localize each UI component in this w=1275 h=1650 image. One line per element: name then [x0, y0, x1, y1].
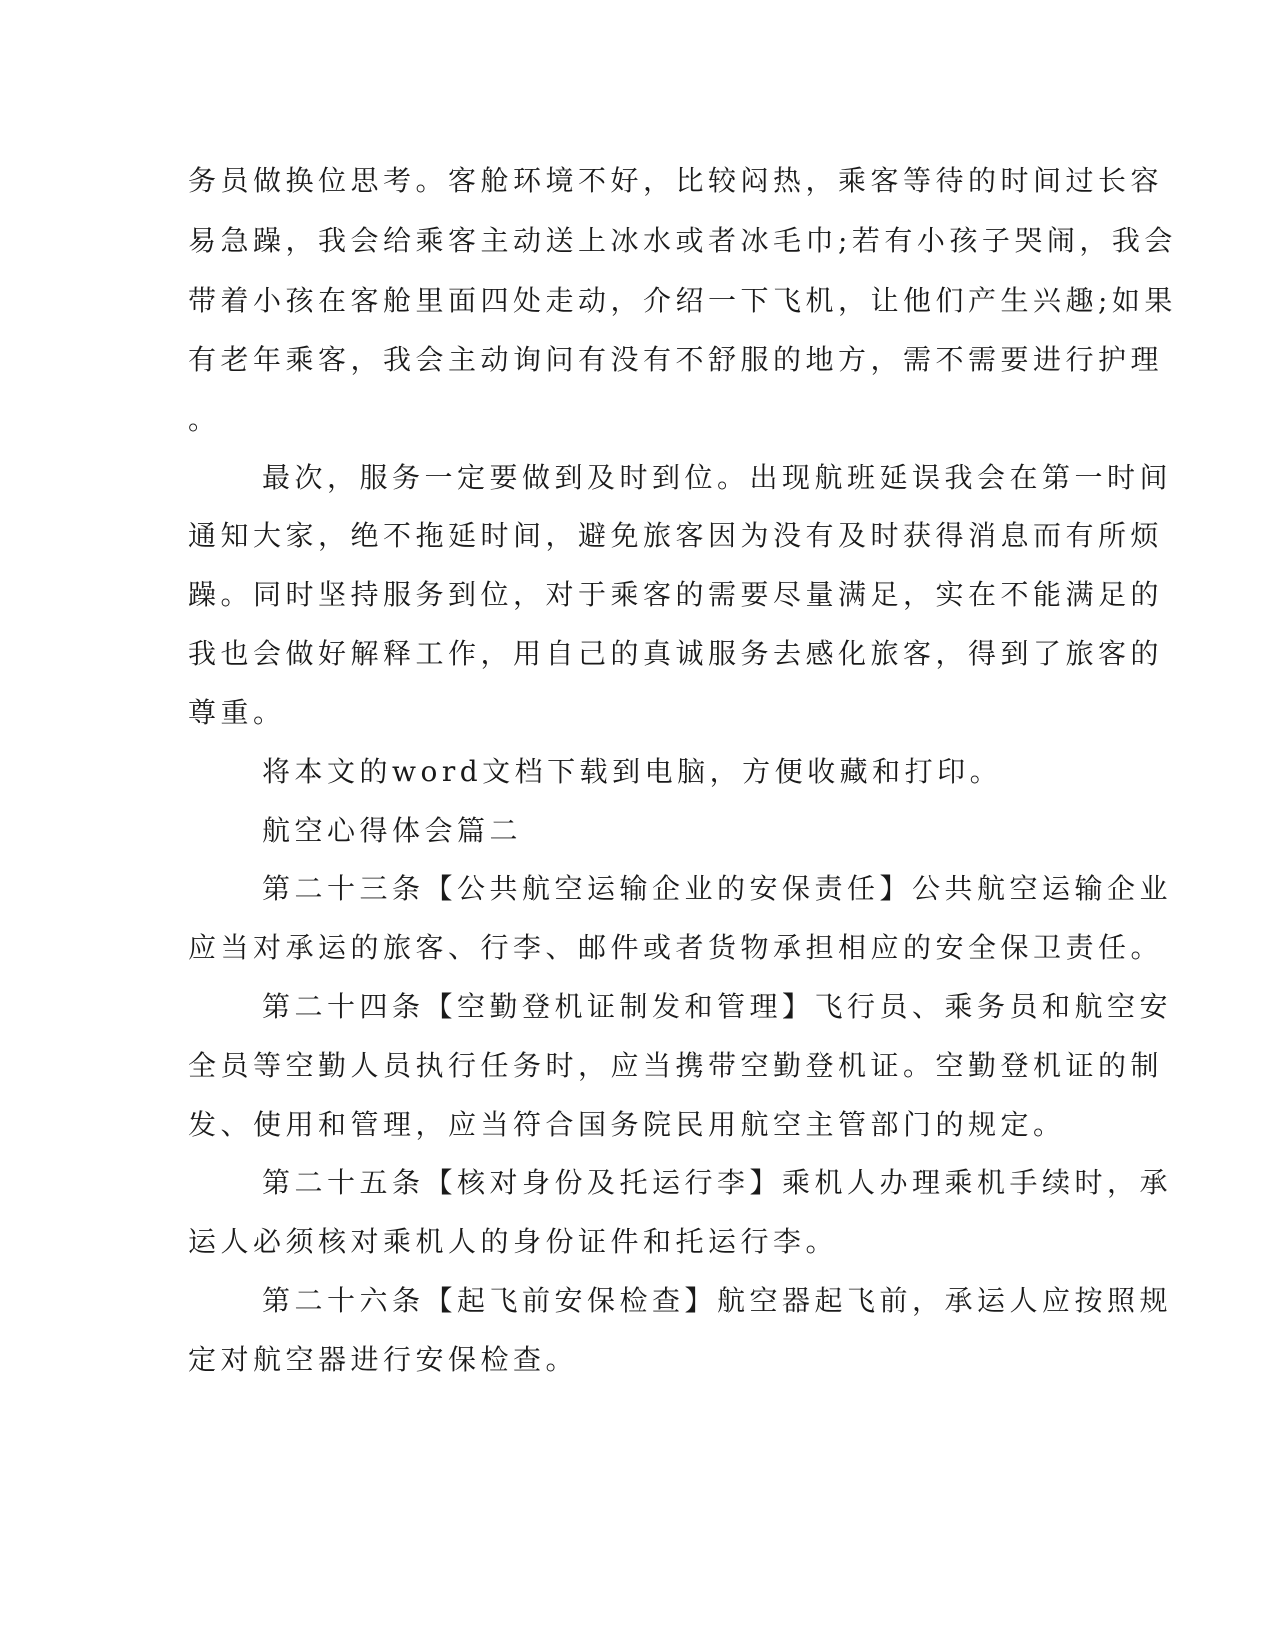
text-line: 发、使用和管理，应当符合国务院民用航空主管部门的规定。: [188, 1108, 1066, 1141]
text-line: 易急躁，我会给乘客主动送上冰水或者冰毛巾;若有小孩子哭闹，我会: [188, 224, 1177, 257]
article-24-first-line: 第二十四条【空勤登机证制发和管理】飞行员、乘务员和航空安: [262, 990, 1173, 1023]
section-heading: 航空心得体会篇二: [262, 814, 523, 847]
text-line: 通知大家，绝不拖延时间，避免旅客因为没有及时获得消息而有所烦: [188, 519, 1164, 552]
text-line: 躁。同时坚持服务到位，对于乘客的需要尽量满足，实在不能满足的: [188, 578, 1164, 611]
article-25-first-line: 第二十五条【核对身份及托运行李】乘机人办理乘机手续时，承: [262, 1166, 1173, 1199]
text-line: 有老年乘客，我会主动询问有没有不舒服的地方，需不需要进行护理: [188, 343, 1164, 376]
paragraph-first-line: 最次，服务一定要做到及时到位。出现航班延误我会在第一时间: [262, 461, 1173, 494]
text-line: 运人必须核对乘机人的身份证件和托运行李。: [188, 1225, 839, 1258]
text-line: 全员等空勤人员执行任务时，应当携带空勤登机证。空勤登机证的制: [188, 1049, 1164, 1082]
article-23-first-line: 第二十三条【公共航空运输企业的安保责任】公共航空运输企业: [262, 872, 1173, 905]
text-line: 。: [188, 403, 221, 436]
text-line: 尊重。: [188, 696, 286, 729]
text-line: 带着小孩在客舱里面四处走动，介绍一下飞机，让他们产生兴趣;如果: [188, 284, 1177, 317]
text-line: 应当对承运的旅客、行李、邮件或者货物承担相应的安全保卫责任。: [188, 931, 1164, 964]
text-line: 定对航空器进行安保检查。: [188, 1343, 579, 1376]
text-line: 务员做换位思考。客舱环境不好，比较闷热，乘客等待的时间过长容: [188, 164, 1164, 197]
download-note: 将本文的word文档下载到电脑，方便收藏和打印。: [262, 755, 1003, 788]
text-line: 我也会做好解释工作，用自己的真诚服务去感化旅客，得到了旅客的: [188, 637, 1164, 670]
article-26-first-line: 第二十六条【起飞前安保检查】航空器起飞前，承运人应按照规: [262, 1284, 1173, 1317]
